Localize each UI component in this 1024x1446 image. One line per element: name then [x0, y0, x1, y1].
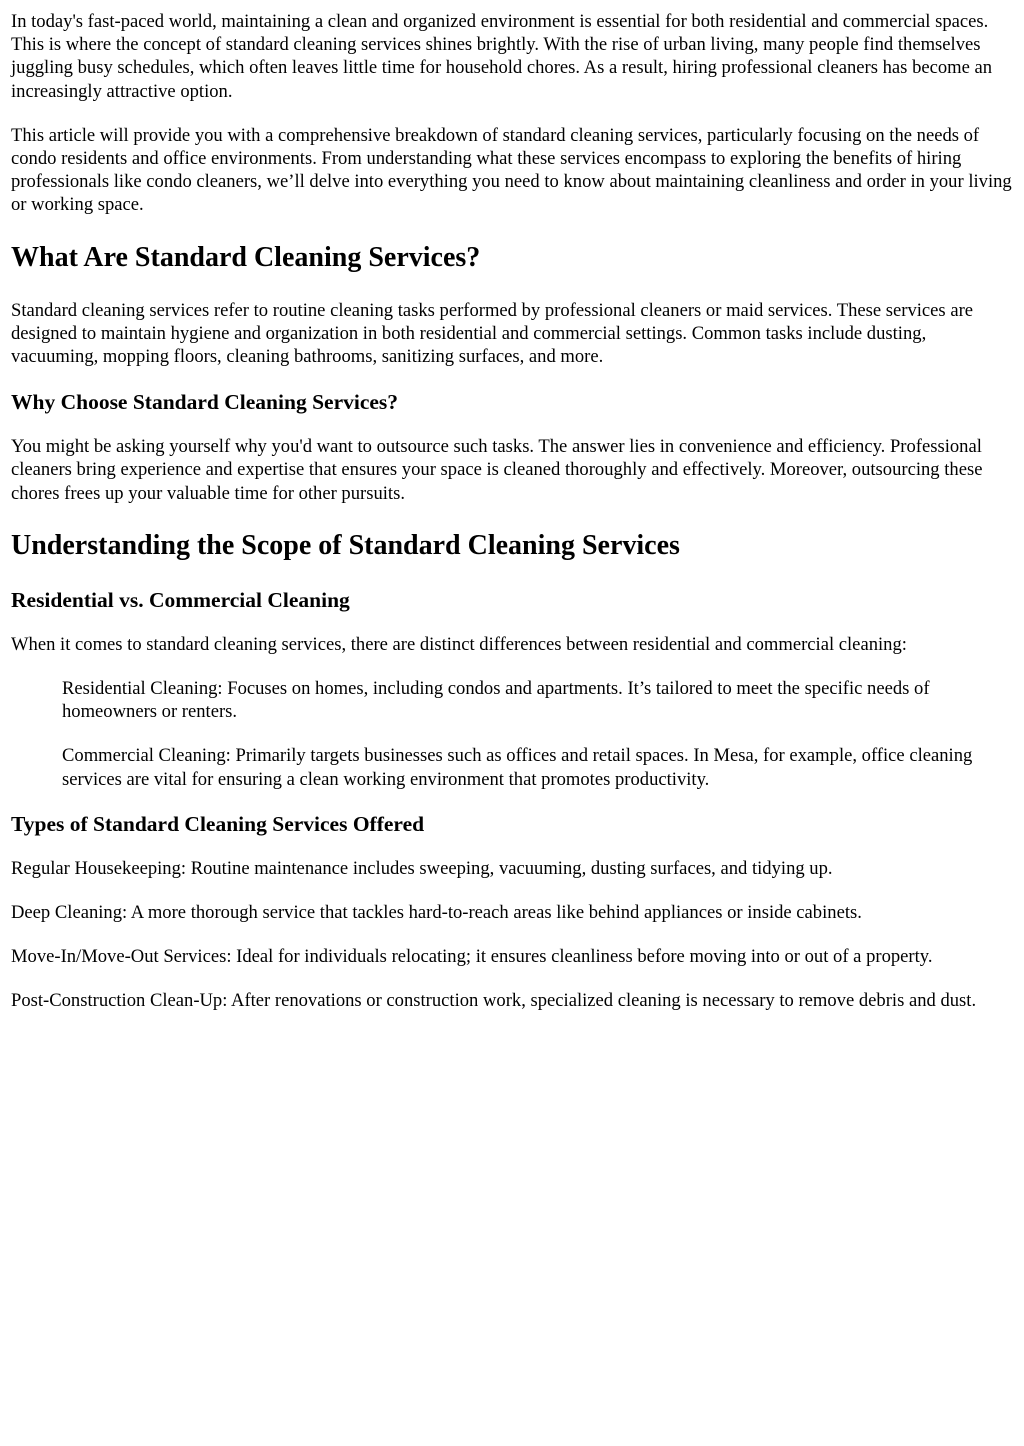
intro-paragraph-2: This article will provide you with a comprehensive breakdown of standard cleaning services, particularly focusing on the needs of condo residents and office environments. From understanding what these services encompass to exploring the benefits of hiring professionals like condo cleaners, we’ll delve into everything you need to know about maintaining cleanliness and order in your living or working space.: [11, 124, 1012, 216]
heading-why-choose: Why Choose Standard Cleaning Services?: [11, 390, 399, 415]
service-type-item: Move-In/Move-Out Services: Ideal for individuals relocating; it ensures cleanliness before moving into or out of a property.: [11, 946, 933, 968]
service-type-item: Regular Housekeeping: Routine maintenance includes sweeping, vacuuming, dusting surfaces, and tidying up.: [11, 857, 833, 879]
service-type-item: Post-Construction Clean-Up: After renovations or construction work, specialized cleaning is necessary to remove debris and dust.: [11, 990, 977, 1012]
intro-paragraph-1: In today's fast-paced world, maintaining a clean and organized environment is essential for both residential and commercial spaces. This is where the concept of standard cleaning services shines brightly. With the rise of urban living, many people find themselves juggling busy schedules, which often leaves little time for household chores. As a result, hiring professional cleaners has become an increasingly attractive option.: [11, 11, 993, 102]
residential-vs-commercial-paragraph: When it comes to standard cleaning services, there are distinct differences between residential and commercial cleaning:: [11, 633, 907, 655]
why-paragraph: You might be asking yourself why you'd want to outsource such tasks. The answer lies in convenience and efficiency. Professional cleaners bring experience and expertise that ensures your space is cleaned thoroughly and effectively. Moreover, outsourcing these chores frees up your valuable time for other pursuits.: [11, 436, 983, 504]
what-paragraph: Standard cleaning services refer to routine cleaning tasks performed by professional cleaners or maid services. These services are designed to maintain hygiene and organization in both residential and commercial settings. Common tasks include dusting, vacuuming, mopping floors, cleaning bathrooms, sanitizing surfaces, and more.: [11, 299, 974, 368]
cleaning-type-list: [11, 677, 1013, 791]
heading-what-are-standard-cleaning: What Are Standard Cleaning Services?: [11, 241, 481, 273]
heading-understanding-scope: Understanding the Scope of Standard Cleaning Services: [11, 529, 680, 561]
list-item: Commercial Cleaning: Primarily targets businesses such as offices and retail spaces. In Mesa, for example, office cleaning services are vital for ensuring a clean working environment that promotes productivity.: [62, 745, 973, 790]
list-item: Residential Cleaning: Focuses on homes, including condos and apartments. It’s tailored to meet the specific needs of homeowners or renters.: [62, 678, 930, 723]
heading-types-offered: Types of Standard Cleaning Services Offered: [11, 811, 425, 836]
heading-residential-vs-commercial: Residential vs. Commercial Cleaning: [11, 587, 350, 612]
service-type-item: Deep Cleaning: A more thorough service that tackles hard-to-reach areas like behind appliances or inside cabinets.: [11, 902, 862, 924]
